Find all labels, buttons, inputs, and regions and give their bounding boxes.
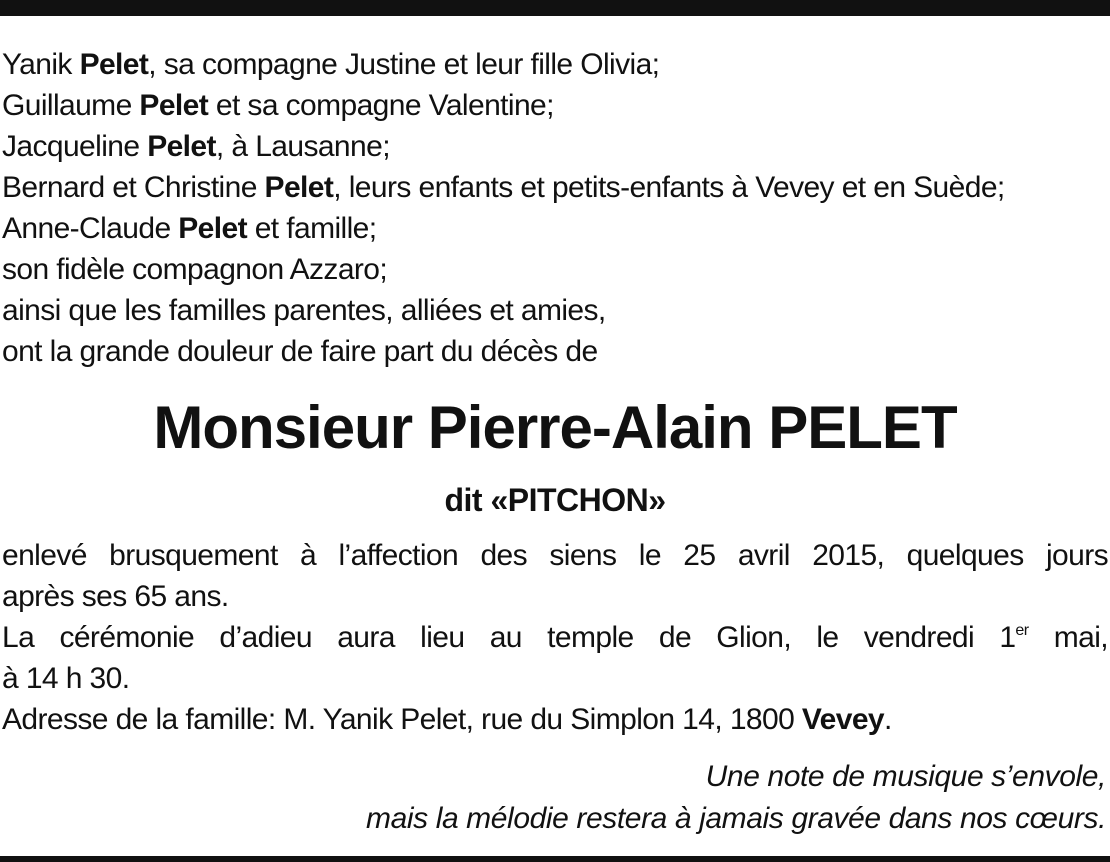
family-line (2, 208, 1110, 249)
family-relation-text: , leurs enfants et petits-enfants à Vevey et en Suède; (333, 171, 1005, 204)
memorial-quote (106, 756, 1106, 840)
family-name-text: ont la grande douleur de faire part du décès de (2, 335, 598, 368)
family-name-text: Yanik (2, 48, 80, 81)
family-list (2, 44, 1110, 372)
quote-line: mais la mélodie restera à jamais gravée dans nos cœurs. (366, 802, 1106, 835)
family-name-text: Jacqueline (2, 130, 148, 163)
address-city: Vevey (801, 703, 884, 736)
family-surname: Pelet (264, 171, 334, 204)
family-relation-text: et sa compagne Valentine; (208, 89, 554, 122)
ceremony-line (2, 617, 1108, 658)
family-line (2, 331, 1110, 372)
family-name-text: Bernard et Christine (2, 171, 265, 204)
top-rule (0, 0, 1110, 16)
ordinal-suffix: er (1015, 622, 1029, 639)
family-line (2, 167, 1110, 208)
announcement-details (2, 535, 1108, 740)
family-line (2, 44, 1110, 85)
family-address (2, 699, 1108, 740)
family-name-text: Guillaume (2, 89, 140, 122)
family-relation-text: et famille; (246, 212, 377, 245)
family-surname: Pelet (178, 212, 247, 245)
address-text: Adresse de la famille: M. Yanik Pelet, rue du Simplon 14, 1800 (2, 703, 802, 736)
family-name-text: ainsi que les familles parentes, alliées et amies, (2, 294, 606, 327)
family-name-text: son fidèle compagnon Azzaro; (2, 253, 388, 286)
bottom-rule (0, 856, 1110, 862)
family-surname: Pelet (79, 48, 149, 81)
family-line (2, 249, 1110, 290)
family-relation-text: , sa compagne Justine et leur fille Olivia; (148, 48, 660, 81)
family-relation-text: , à Lausanne; (215, 130, 390, 163)
details-line: après ses 65 ans. (2, 580, 229, 613)
ceremony-time: à 14 h 30. (2, 662, 130, 695)
deceased-name: Monsieur Pierre-Alain PELET (153, 394, 957, 461)
details-line: enlevé brusquement à l’affection des siens le 25 avril 2015, quelques jours (2, 539, 1108, 572)
ceremony-text: La cérémonie d’adieu aura lieu au temple de Glion, le vendredi 1 (2, 621, 1016, 654)
family-line (2, 85, 1110, 126)
family-name-text: Anne-Claude (2, 212, 179, 245)
quote-line: Une note de musique s’envole, (705, 760, 1106, 793)
deceased-nickname: dit «PITCHON» (444, 482, 666, 518)
family-line (2, 290, 1110, 331)
family-surname: Pelet (147, 130, 216, 163)
family-surname: Pelet (139, 89, 209, 122)
address-end: . (883, 703, 892, 736)
ceremony-month: mai, (1028, 621, 1109, 654)
family-line (2, 126, 1110, 167)
